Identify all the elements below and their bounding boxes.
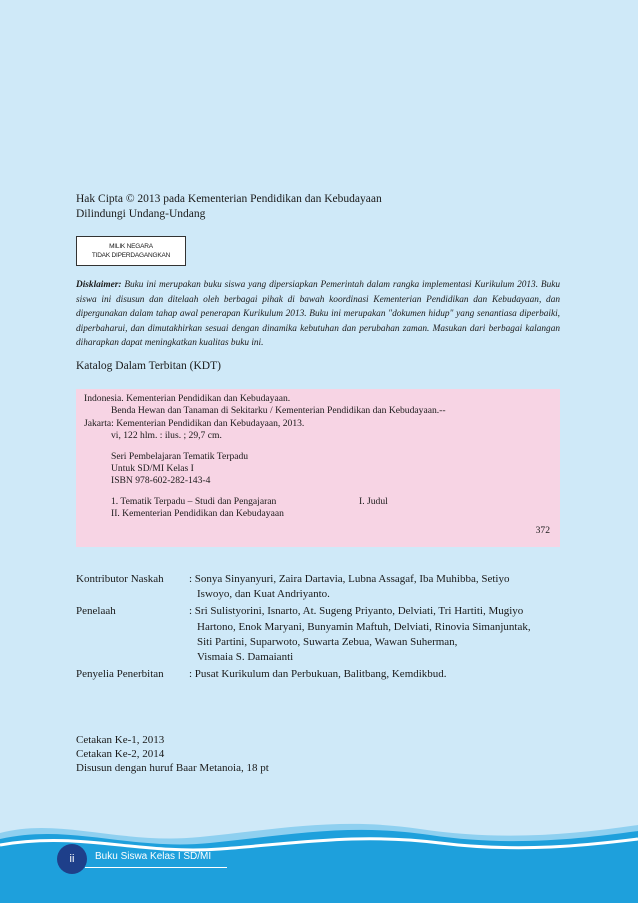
credit-value: Hartono, Enok Maryani, Bunyamin Maftuh, Delviati, Rinovia Simanjuntak,: [197, 620, 531, 633]
credit-label: Penelaah: [76, 605, 116, 618]
page-number-badge: ii: [57, 844, 87, 874]
kdt-line: ISBN 978-602-282-143-4: [111, 475, 211, 487]
print-edition-1: Cetakan Ke-1, 2013: [76, 734, 165, 746]
typeface-note: Disusun dengan huruf Baar Metanoia, 18 pt: [76, 762, 269, 774]
credit-value: : Sri Sulistyorini, Isnarto, At. Sugeng Priyanto, Delviati, Tri Hartiti, Mugiyo: [189, 605, 524, 618]
kdt-line: vi, 122 hlm. : ilus. ; 29,7 cm.: [111, 430, 222, 442]
kdt-classification-number: 372: [535, 525, 550, 536]
kdt-subject: 1. Tematik Terpadu – Studi dan Pengajaran: [111, 495, 277, 507]
print-edition-2: Cetakan Ke-2, 2014: [76, 748, 165, 760]
stamp-line-2: TIDAK DIPERDAGANGKAN: [91, 252, 171, 259]
kdt-line: Jakarta: Kementerian Pendidikan dan Kebudayaan, 2013.: [84, 417, 305, 429]
copyright-block: [76, 192, 382, 222]
kdt-line: Indonesia. Kementerian Pendidikan dan Kebudayaan.: [84, 393, 291, 404]
copyright-line: Hak Cipta © 2013 pada Kementerian Pendidikan dan Kebudayaan: [76, 193, 382, 205]
protection-line: Dilindungi Undang-Undang: [76, 208, 206, 220]
disclaimer-label: Disklaimer:: [76, 280, 122, 290]
kdt-box: [76, 389, 560, 547]
kdt-line: Benda Hewan dan Tanaman di Sekitarku / Kementerian Pendidikan dan Kebudayaan.--: [111, 405, 446, 417]
printing-info: [76, 733, 269, 775]
kdt-title: Katalog Dalam Terbitan (KDT): [76, 360, 221, 372]
kdt-line: Untuk SD/MI Kelas I: [111, 463, 194, 475]
kdt-title-entry: I. Judul: [359, 495, 388, 507]
ownership-stamp: [76, 236, 186, 266]
kdt-line: Seri Pembelajaran Tematik Terpadu: [111, 450, 249, 462]
footer-book-title: Buku Siswa Kelas I SD/MI: [95, 851, 212, 862]
credit-label: Kontributor Naskah: [76, 573, 164, 585]
credit-value: Iswoyo, dan Kuat Andriyanto.: [197, 588, 330, 601]
credit-label: Penyelia Penerbitan: [76, 668, 164, 681]
credit-value: Vismaia S. Damaianti: [197, 651, 294, 664]
credit-value: Siti Partini, Suparwoto, Suwarta Zebua, Wawan Suherman,: [197, 635, 458, 648]
footer-underline: [85, 867, 227, 868]
credits-block: [76, 572, 566, 684]
credit-value: : Sonya Sinyanyuri, Zaira Dartavia, Lubna Assagaf, Iba Muhibba, Setiyo: [189, 573, 510, 585]
kdt-line: II. Kementerian Pendidikan dan Kebudayaan: [111, 508, 284, 520]
credit-row-penyelia: [76, 667, 566, 682]
kdt-subject-row: [84, 496, 552, 508]
credit-row-kontributor: [76, 572, 566, 602]
disclaimer-text: Buku ini merupakan buku siswa yang dipersiapkan Pemerintah dalam rangka implementasi Kurikulum 2013. Buku siswa ini disusun dan ditelaah oleh berbagai pihak di bawah koordinasi Kementerian Pendidikan dan Kebudayaan, dan dipergunakan dalam tahap awal penerapan Kurikulum 2013. Buku ini merupakan "dokumen hidup" yang senantiasa diperbaiki, diperbaharui, dan dimutakhirkan sesuai dengan dinamika kebutuhan dan perubahan zaman. Masukan dari berbagai kalangan diharapkan dapat meningkatkan kualitas buku ini.: [76, 280, 560, 349]
credit-value: : Pusat Kurikulum dan Perbukuan, Balitbang, Kemdikbud.: [189, 668, 447, 681]
credit-row-penelaah: [76, 604, 566, 665]
disclaimer-paragraph: [76, 278, 560, 351]
stamp-line-1: MILIK NEGARA: [109, 243, 153, 250]
